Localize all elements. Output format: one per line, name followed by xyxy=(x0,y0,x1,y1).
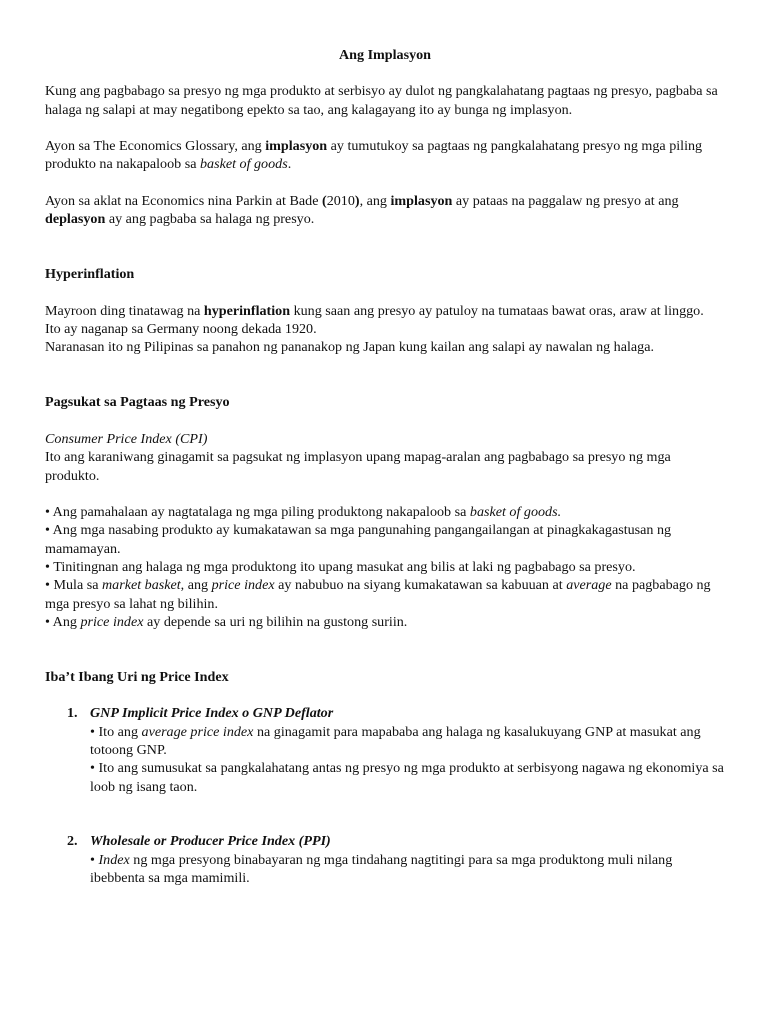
cpi-bullet-5: • Ang price index ay depende sa uri ng bilihin na gustong suriin. xyxy=(45,613,408,630)
document-title: Ang Implasyon xyxy=(338,47,432,63)
cpi-bullet-3: • Tinitingnan ang halaga ng mga produktong ito upang masukat ang bilis at laki ng pagbabago sa presyo. xyxy=(45,559,636,576)
cpi-bullet-1: • Ang pamahalaan ay nagtatalaga ng mga piling produktong nakapaloob sa basket of goods. xyxy=(45,504,562,521)
intro-paragraph-3: Ayon sa aklat na Economics nina Parkin at Bade (2010), ang implasyon ay pataas na paggalaw ng presyo at ang deplasyon ay ang pagbaba sa halaga ng presyo. xyxy=(45,193,679,228)
list-item-title: GNP Implicit Price Index o GNP Deflator xyxy=(90,705,334,722)
uri-heading: Iba’t Ibang Uri ng Price Index xyxy=(45,668,229,685)
list-item-bullet: • Ito ang average price index na ginagamit para mapababa ang halaga ng kasalukuyang GNP at masukat ang totoong GNP. xyxy=(90,723,701,758)
pagsukat-heading: Pagsukat sa Pagtaas ng Presyo xyxy=(45,394,230,411)
list-item xyxy=(45,704,725,795)
cpi-bullet-2: • Ang mga nasabing produkto ay kumakatawan sa mga pangunahing pangangailangan at pinagkakagastusan ng mamamayan. xyxy=(45,522,672,557)
intro-paragraph-2: Ayon sa The Economics Glossary, ang implasyon ay tumutukoy sa pagtaas ng pangkalahatang presyo ng mga piling produkto na nakapaloob sa basket of goods. xyxy=(45,138,703,173)
hyperinflation-line-2: Ito ay naganap sa Germany noong dekada 1920. xyxy=(45,321,317,338)
hyperinflation-line-3: Naranasan ito ng Pilipinas sa panahon ng pananakop ng Japan kung kailan ang salapi ay nawalan ng halaga. xyxy=(45,339,654,356)
list-item xyxy=(45,832,725,887)
list-item-number: 2. xyxy=(67,833,78,850)
intro-paragraph-1: Kung ang pagbabago sa presyo ng mga produkto at serbisyo ay dulot ng pangkalahatang pagtaas ng presyo, pagbaba sa halaga ng salapi at may negatibong epekto sa tao, ang kalagayang ito ay bunga ng implasyon. xyxy=(45,83,718,118)
list-item-number: 1. xyxy=(67,705,78,722)
list-item-bullet: • Index ng mga presyong binabayaran ng mga tindahang nagtitingi para sa mga produktong muli nilang ibebbenta sa mga mamimili. xyxy=(90,851,673,887)
hyperinflation-heading: Hyperinflation xyxy=(45,266,135,283)
hyperinflation-line-1: Mayroon ding tinatawag na hyperinflation kung saan ang presyo ay patuloy na tumataas bawat oras, araw at linggo. xyxy=(45,302,704,319)
cpi-text: Ito ang karaniwang ginagamit sa pagsukat ng implasyon upang mapag-aralan ang pagbabago sa presyo ng mga produkto. xyxy=(45,449,671,484)
list-item-bullet: • Ito ang sumusukat sa pangkalahatang antas ng presyo ng mga produkto at serbisyong nagawa ng ekonomiya sa loob ng isang taon. xyxy=(90,760,724,795)
cpi-bullet-4: • Mula sa market basket, ang price index ay nabubuo na siyang kumakatawan sa kabuuan at average na pagbabago ng mga presyo sa lahat ng bilihin. xyxy=(45,577,711,612)
list-item-title: Wholesale or Producer Price Index (PPI) xyxy=(90,833,331,850)
cpi-label: Consumer Price Index (CPI) xyxy=(45,430,208,447)
document-page xyxy=(45,46,725,887)
price-index-list xyxy=(45,704,725,887)
